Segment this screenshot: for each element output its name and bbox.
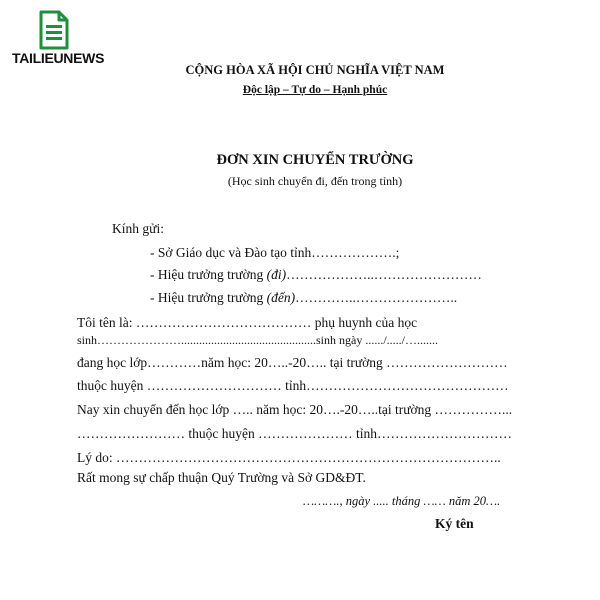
line-date: ………., ngày ..... tháng …… năm 20….: [303, 494, 501, 508]
nation-header: CỘNG HÒA XÃ HỘI CHỦ NGHĨA VIỆT NAM: [185, 63, 445, 77]
form-title: ĐƠN XIN CHUYỂN TRƯỜNG: [216, 152, 414, 168]
recipient-principal-from-dots: ………………..……………………: [286, 267, 482, 282]
document-icon: [38, 10, 70, 50]
motto: [0, 84, 600, 96]
recipient-principal-to-prefix: - Hiệu trưởng trường: [150, 290, 267, 305]
signature-label: Ký tên: [435, 516, 474, 531]
kinh-gui-label: Kính gửi:: [112, 221, 164, 236]
line-class: đang học lớp…………năm học: 20…..-20….. tại trường ………………………: [77, 355, 508, 370]
line-reason: Lý do: …………………………………………………………………………..: [77, 450, 501, 465]
motto-text: Độc lập – Tự do – Hạnh phúc: [242, 84, 388, 96]
line-new-school: …………………… thuộc huyện ………………… tỉnh…………………………: [77, 426, 512, 441]
recipient-principal-from-prefix: - Hiệu trưởng trường: [150, 267, 267, 282]
form-subtitle: (Học sinh chuyển đi, đến trong tỉnh): [227, 174, 403, 188]
recipient-principal-from: [150, 267, 482, 283]
recipient-department: - Sở Giáo dục và Đào tạo tỉnh……………….;: [150, 245, 400, 260]
line-name: Tôi tên là: ………………………………… phụ huynh của học: [77, 315, 418, 330]
logo-text: TAILIEUNEWS: [12, 50, 105, 66]
recipient-principal-to-dots: …………..…………………..: [295, 290, 458, 305]
line-transfer: Nay xin chuyển đến học lớp ….. năm học: 20….-20…..tại trường ……………...: [77, 402, 513, 417]
recipient-principal-to: [150, 290, 457, 306]
line-district: thuộc huyện ………………………… tỉnh………………………………………: [77, 378, 509, 393]
line-request: Rất mong sự chấp thuận Quý Trường và Sở GD&ĐT.: [77, 470, 366, 485]
line-student: sinh………………….............................................sinh ngày ....../...../….......: [77, 333, 439, 347]
recipient-principal-to-tag: (đến): [266, 290, 296, 305]
recipient-principal-from-tag: (đi): [266, 267, 287, 282]
